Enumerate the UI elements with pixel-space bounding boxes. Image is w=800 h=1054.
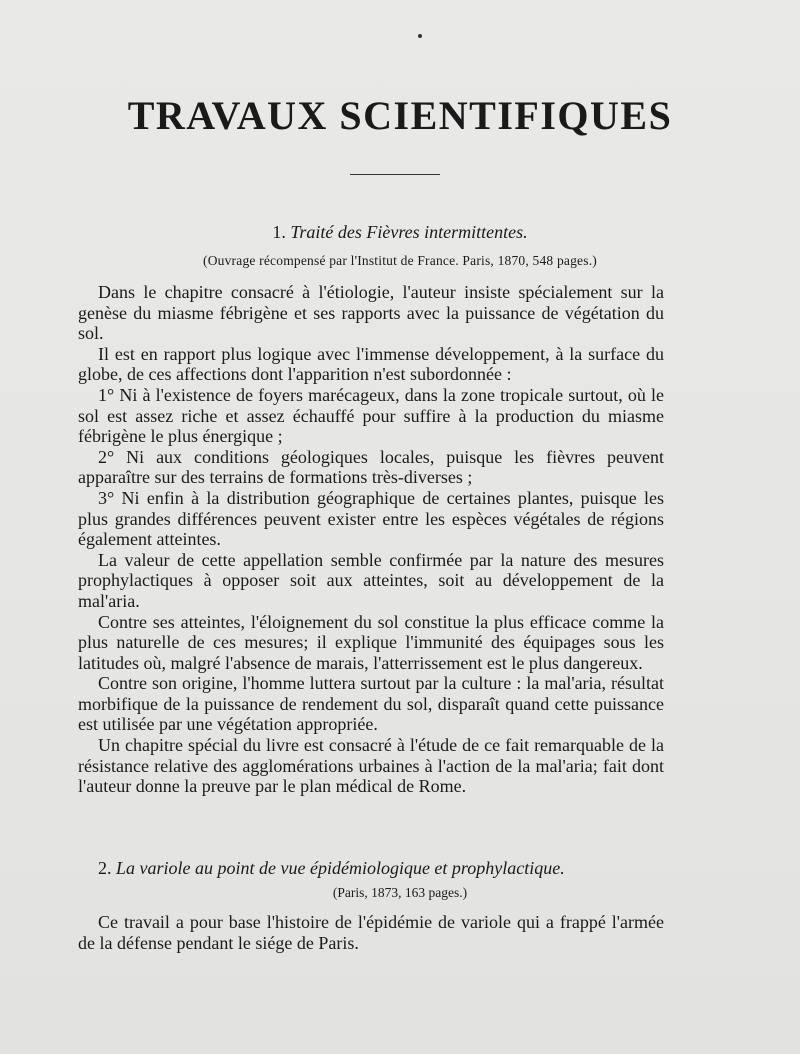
- paragraph: Contre son origine, l'homme luttera surtout par la culture : la mal'aria, résultat morbifique de la puissance de rendement du sol, disparaît quand cette puissance est utilisée par une végétation appropriée.: [78, 673, 664, 735]
- paragraph: 1° Ni à l'existence de foyers marécageux, dans la zone tropicale surtout, où le sol est assez riche et assez échauffé pour suffire à la production du miasme fébrigène le plus énergique ;: [78, 384, 664, 447]
- item-2-heading: [78, 858, 664, 879]
- item-1-body: [78, 282, 664, 797]
- paragraph: La valeur de cette appellation semble confirmée par la nature des mesures prophylactiques à opposer soit aux atteintes, soit au développement de la mal'aria.: [78, 549, 664, 611]
- paragraph: Dans le chapitre consacré à l'étiologie, l'auteur insiste spécialement sur la genèse du miasme fébrigène et ses rapports avec la puissance de végétation du sol.: [78, 282, 664, 344]
- paragraph: Contre ses atteintes, l'éloignement du sol constitue la plus efficace comme la plus naturelle de ces mesures; il explique l'immunité des équipages sous les latitudes où, malgré l'absence de marais, l'atterrissement est le plus dangereux.: [78, 611, 664, 673]
- item-1-title: Traité des Fièvres intermittentes.: [290, 222, 528, 242]
- item-2-number: 2.: [98, 858, 112, 878]
- item-1-note: (Ouvrage récompensé par l'Institut de France. Paris, 1870, 548 pages.): [203, 253, 597, 268]
- item-2-body: [78, 912, 664, 953]
- page-title: TRAVAUX SCIENTIFIQUES: [127, 93, 673, 138]
- paragraph: Un chapitre spécial du livre est consacré à l'étude de ce fait remarquable de la résistance relative des agglomérations urbaines à l'action de la mal'aria; fait dont l'auteur donne la preuve par le plan médical de Rome.: [78, 735, 664, 797]
- item-1-heading: [0, 222, 800, 243]
- paragraph: 3° Ni enfin à la distribution géographique de certaines plantes, puisque les plus grandes différences peuvent exister entre les espèces végétales de régions également atteintes.: [78, 487, 664, 550]
- ink-speck: [418, 34, 422, 38]
- paragraph: Il est en rapport plus logique avec l'immense développement, à la surface du globe, de ces affections dont l'apparition n'est subordonnée :: [78, 343, 664, 385]
- paragraph: 2° Ni aux conditions géologiques locales, puisque les fièvres peuvent apparaître sur des terrains de formations très-diverses ;: [78, 446, 664, 488]
- item-2-note: (Paris, 1873, 163 pages.): [332, 885, 468, 900]
- item-2-title: La variole au point de vue épidémiologique et prophylactique.: [116, 858, 565, 878]
- item-1-number: 1.: [272, 222, 286, 242]
- title-rule: [350, 174, 440, 175]
- paragraph: Ce travail a pour base l'histoire de l'épidémie de variole qui a frappé l'armée de la défense pendant le siége de Paris.: [78, 912, 664, 953]
